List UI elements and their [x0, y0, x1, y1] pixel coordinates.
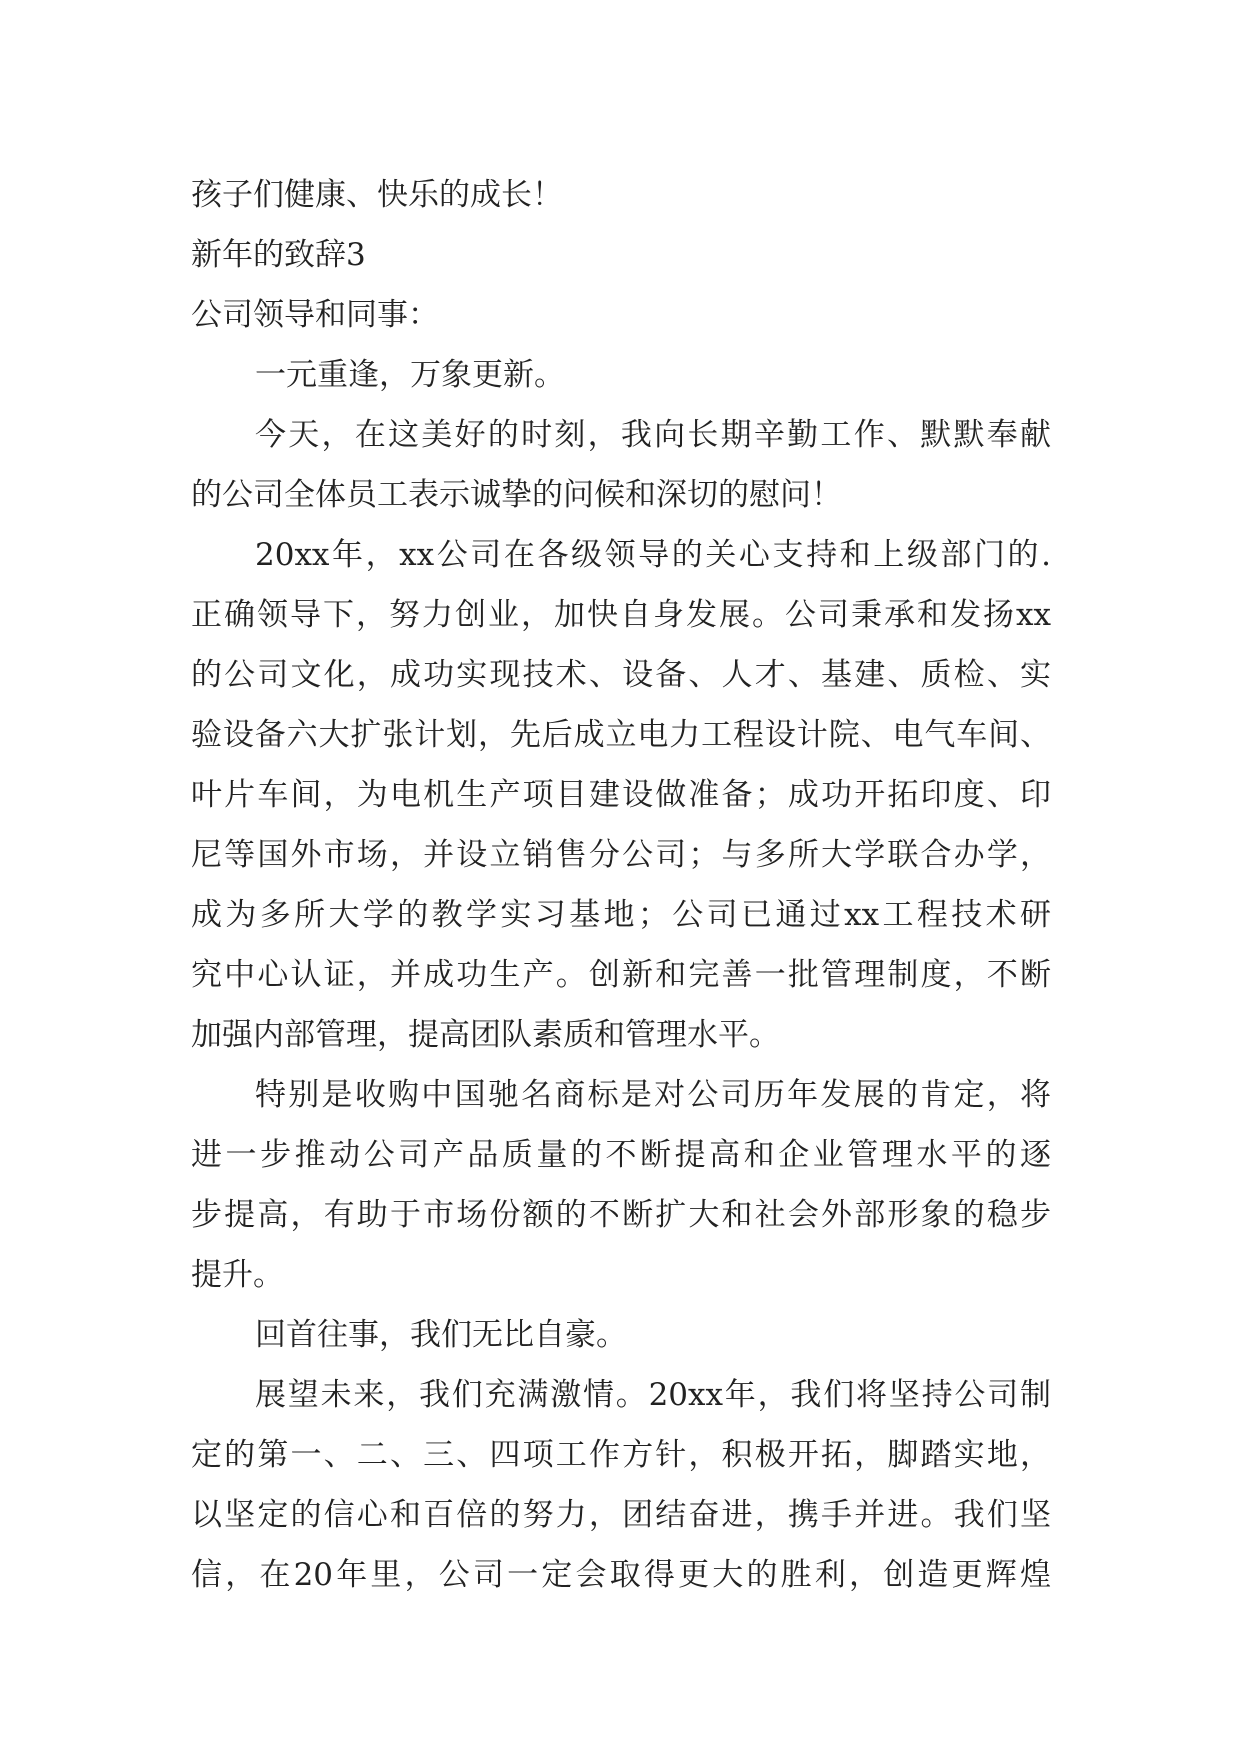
text-line: 回首往事，我们无比自豪。	[255, 1317, 627, 1353]
section-heading: 新年的致辞3	[191, 237, 366, 273]
text-line: 正确领导下，努力创业，加快自身发展。公司秉承和发扬xx	[191, 597, 1051, 633]
text-line: 特别是收购中国驰名商标是对公司历年发展的肯定，将	[255, 1077, 1051, 1113]
text-line: 20xx年，xx公司在各级领导的关心支持和上级部门的.	[255, 537, 1051, 573]
text-line: 今天，在这美好的时刻，我向长期辛勤工作、默默奉献	[255, 417, 1051, 453]
salutation: 公司领导和同事：	[191, 297, 439, 333]
text-line: 步提高，有助于市场份额的不断扩大和社会外部形象的稳步	[191, 1197, 1051, 1233]
text-line: 进一步推动公司产品质量的不断提高和企业管理水平的逐	[191, 1137, 1051, 1173]
text-line: 的公司文化，成功实现技术、设备、人才、基建、质检、实	[191, 657, 1051, 693]
text-line: 成为多所大学的教学实习基地；公司已通过xx工程技术研	[191, 897, 1051, 933]
text-line: 叶片车间，为电机生产项目建设做准备；成功开拓印度、印	[191, 777, 1051, 813]
text-line: 信，在20年里，公司一定会取得更大的胜利，创造更辉煌	[191, 1557, 1051, 1593]
document-body	[191, 165, 1051, 1605]
text-line: 孩子们健康、快乐的成长！	[191, 177, 563, 213]
text-line: 展望未来，我们充满激情。20xx年，我们将坚持公司制	[255, 1377, 1051, 1413]
text-line: 究中心认证，并成功生产。创新和完善一批管理制度，不断	[191, 957, 1051, 993]
text-line: 定的第一、二、三、四项工作方针，积极开拓，脚踏实地，	[191, 1437, 1051, 1473]
text-line: 以坚定的信心和百倍的努力，团结奋进，携手并进。我们坚	[191, 1497, 1051, 1533]
text-line: 提升。	[191, 1257, 284, 1293]
text-line: 一元重逢，万象更新。	[255, 357, 565, 393]
text-line: 的公司全体员工表示诚挚的问候和深切的慰问！	[191, 477, 842, 513]
text-line: 验设备六大扩张计划，先后成立电力工程设计院、电气车间、	[191, 717, 1051, 753]
text-line: 加强内部管理，提高团队素质和管理水平。	[191, 1017, 780, 1053]
text-line: 尼等国外市场，并设立销售分公司；与多所大学联合办学，	[191, 837, 1051, 873]
